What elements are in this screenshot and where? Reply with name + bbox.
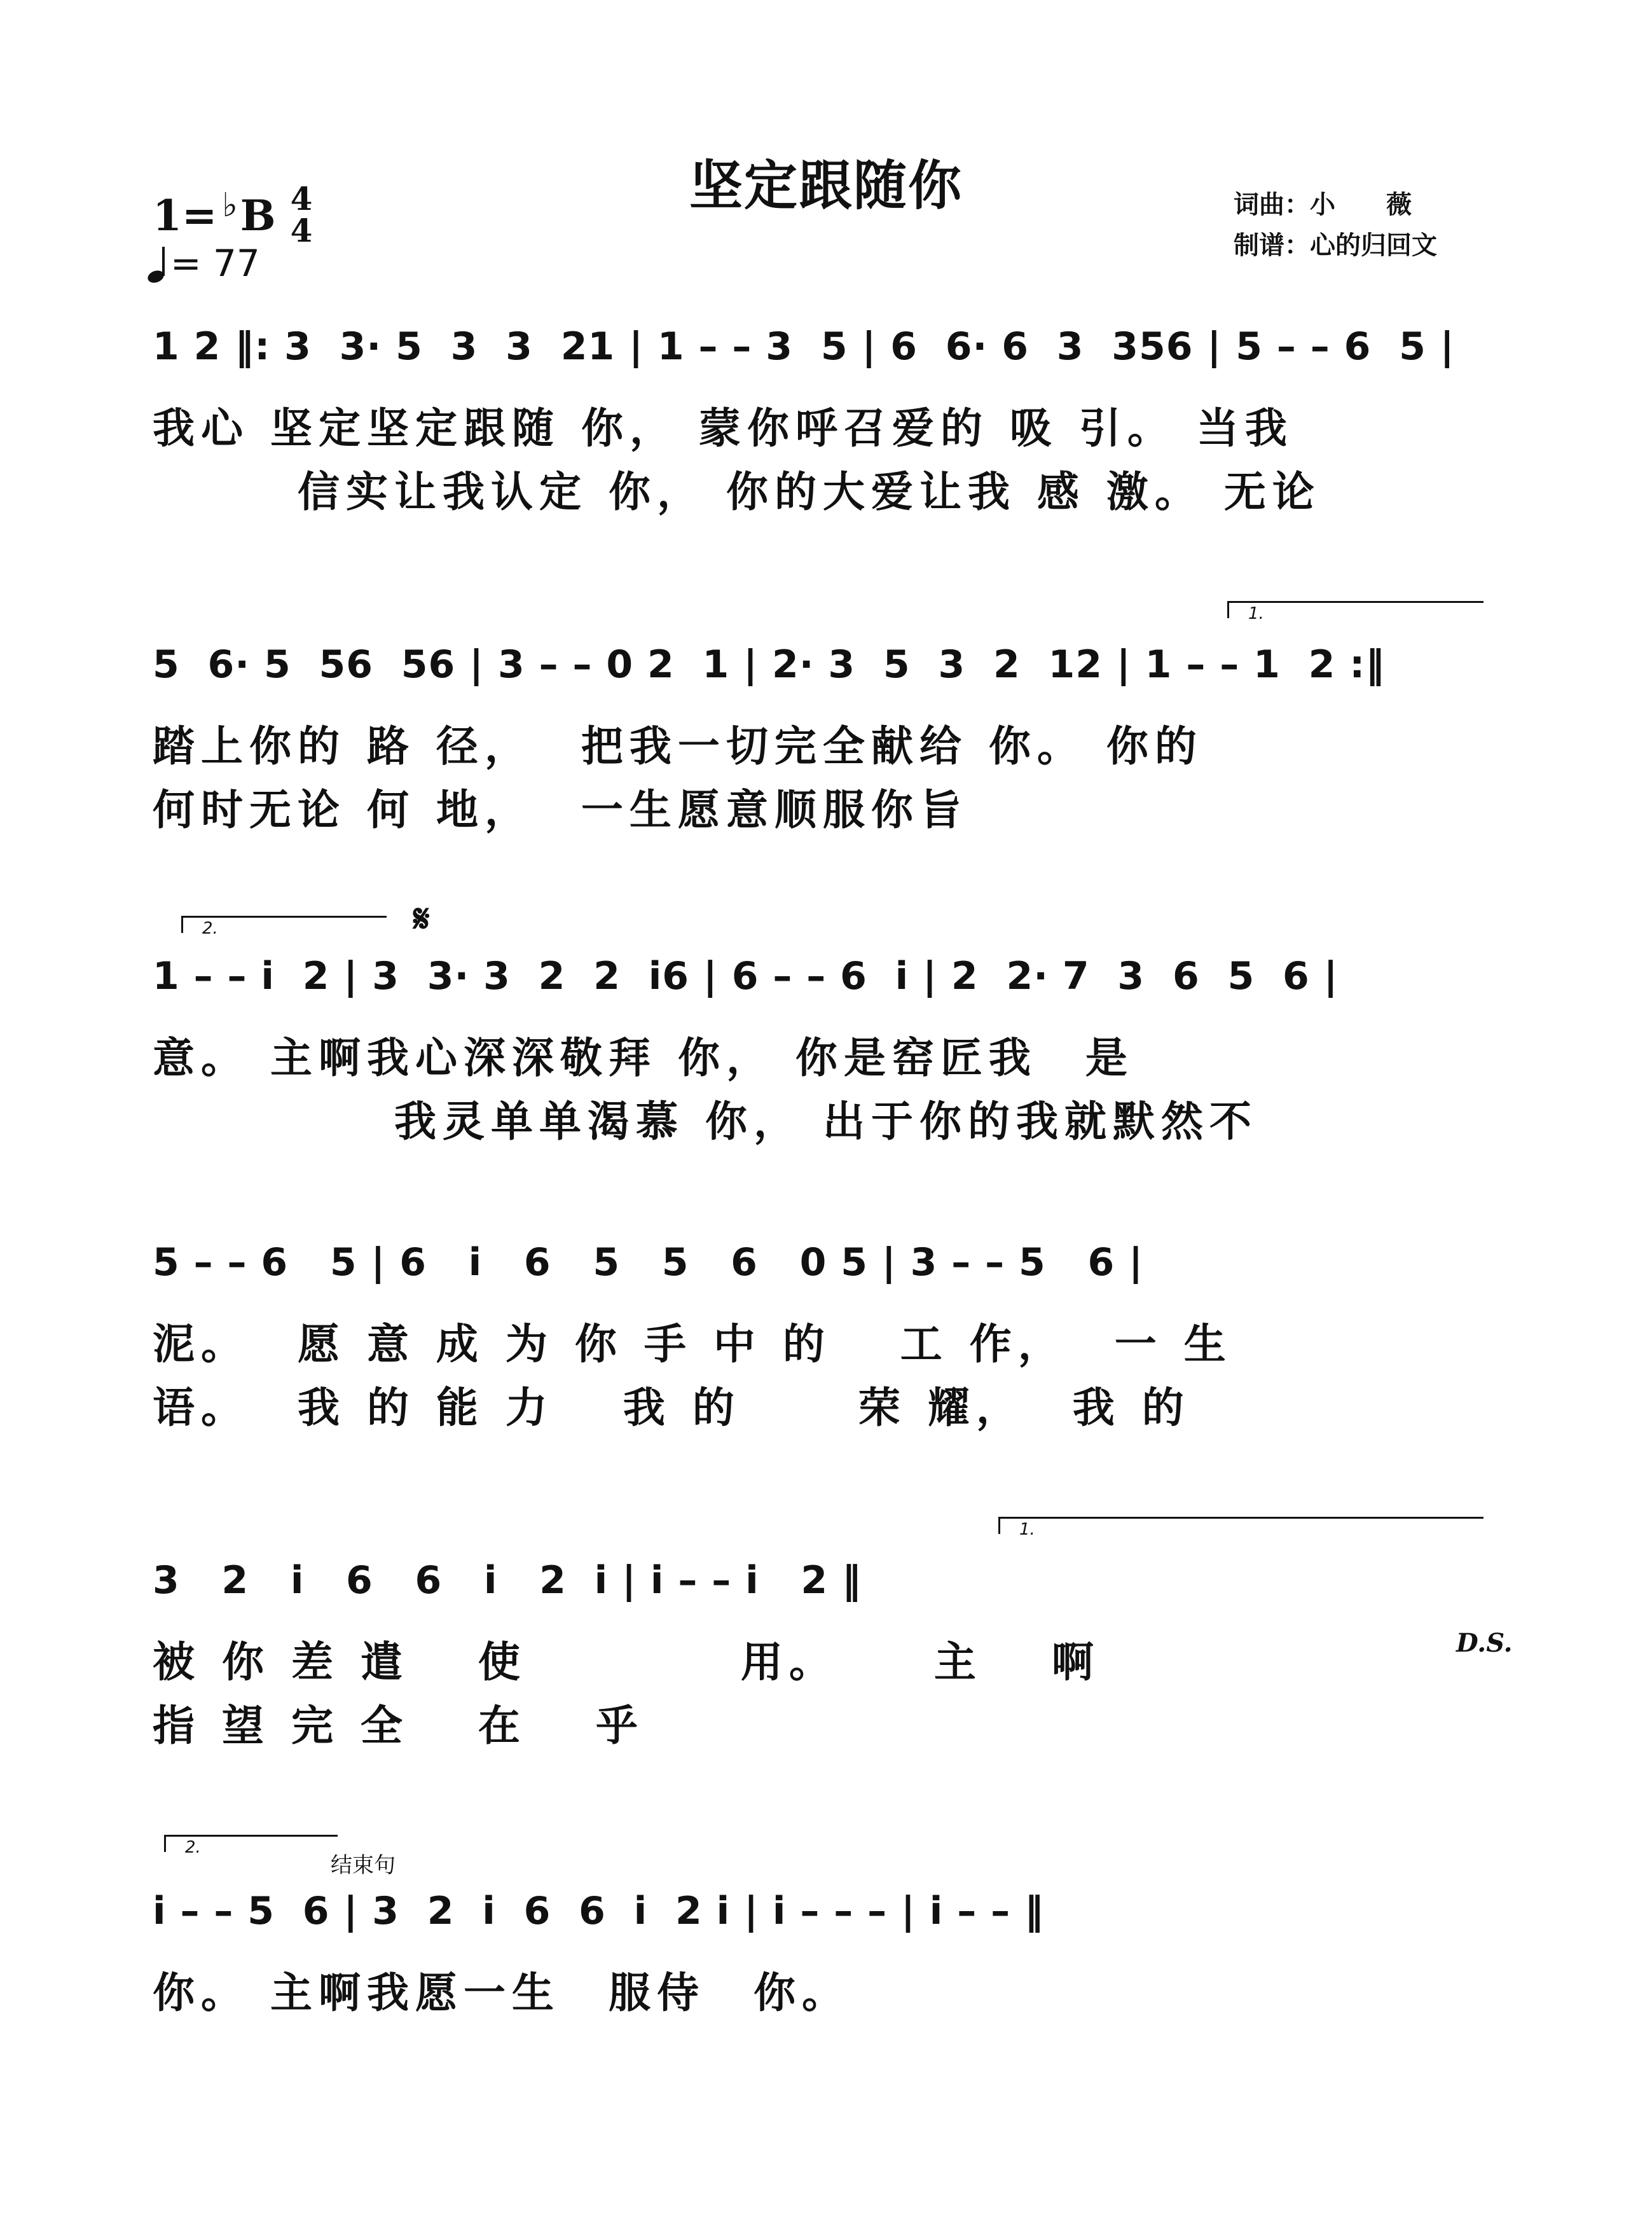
volta-2-second: 2. xyxy=(164,1835,338,1852)
system-3-lyrics-1: 意。 主啊我心深深敬拜 你， 你是窑匠我 是 xyxy=(153,1033,1134,1082)
time-signature xyxy=(287,180,315,249)
time-bottom: 4 xyxy=(290,212,313,249)
key-equals: = xyxy=(181,191,217,240)
system-3-notes: 1 – – i 2 | 3 3· 3 2 2 i6 | 6 – – 6 i | 2 2· 7 3 6 5 6 | xyxy=(153,954,1339,998)
system-3-lyrics-2: 我灵单单渴慕 你， 出于你的我就默然不 xyxy=(153,1097,1258,1146)
credits xyxy=(1234,184,1437,266)
quarter-note-icon xyxy=(148,248,165,284)
system-5-notes: 3 2 i 6 6 i 2 i | i – – i 2 ‖ xyxy=(153,1558,862,1603)
system-6-lyrics-1: 你。 主啊我愿一生 服侍 你。 xyxy=(153,1968,850,2017)
system-4-notes: 5 – – 6 5 | 6 i 6 5 5 6 0 5 | 3 – – 5 6 | xyxy=(153,1240,1144,1285)
key-note: B xyxy=(240,191,276,240)
key-signature xyxy=(153,186,276,240)
system-1-lyrics-1: 我心 坚定坚定跟随 你， 蒙你呼召爱的 吸 引。 当我 xyxy=(153,404,1293,453)
tempo-value: = 77 xyxy=(170,242,260,285)
volta-2: 2. xyxy=(181,916,387,933)
system-2-notes: 5 6· 5 56 56 | 3 – – 0 2 1 | 2· 3 5 3 2 12 | 1 – – 1 2 :‖ xyxy=(153,642,1386,687)
song-title: 坚定跟随你 xyxy=(689,155,963,217)
tempo xyxy=(148,242,260,285)
key-one: 1 xyxy=(153,191,182,240)
volta-1: 1. xyxy=(1227,601,1483,618)
system-4-lyrics-1: 泥。 愿 意 成 为 你 手 中 的 工 作， 一 生 xyxy=(153,1320,1232,1369)
segno-icon: 𝄋 xyxy=(413,897,430,941)
system-4-lyrics-2: 语。 我 的 能 力 我 的 荣 耀， 我 的 xyxy=(153,1383,1190,1432)
credit-score: 制谱：心的归回文 xyxy=(1234,231,1437,260)
system-1-notes: 1 2 ‖: 3 3· 5 3 3 21 | 1 – – 3 5 | 6 6· 6 3 356 | 5 – – 6 5 | xyxy=(153,324,1455,369)
volta-1-second: 1. xyxy=(998,1517,1483,1534)
ending-label: 结束句 xyxy=(331,1853,396,1878)
credit-lyrics: 词曲：小 薇 xyxy=(1234,190,1412,219)
system-2-lyrics-2: 何时无论 何 地， 一生愿意顺服你旨 xyxy=(153,785,968,834)
flat-icon: ♭ xyxy=(222,186,238,224)
system-1-lyrics-2: 信实让我认定 你， 你的大爱让我 感 激。 无论 xyxy=(153,467,1321,516)
system-6-notes: i – – 5 6 | 3 2 i 6 6 i 2 i | i – – – | i – – ‖ xyxy=(153,1889,1045,1933)
ds-marking: D.S. xyxy=(1456,1628,1513,1658)
time-top: 4 xyxy=(290,180,313,218)
system-2-lyrics-1: 踏上你的 路 径， 把我一切完全献给 你。 你的 xyxy=(153,722,1203,771)
system-5-lyrics-1: 被 你 差 遣 使 用。 主 啊 xyxy=(153,1638,1100,1687)
system-5-lyrics-2: 指 望 完 全 在 乎 xyxy=(153,1701,644,1750)
